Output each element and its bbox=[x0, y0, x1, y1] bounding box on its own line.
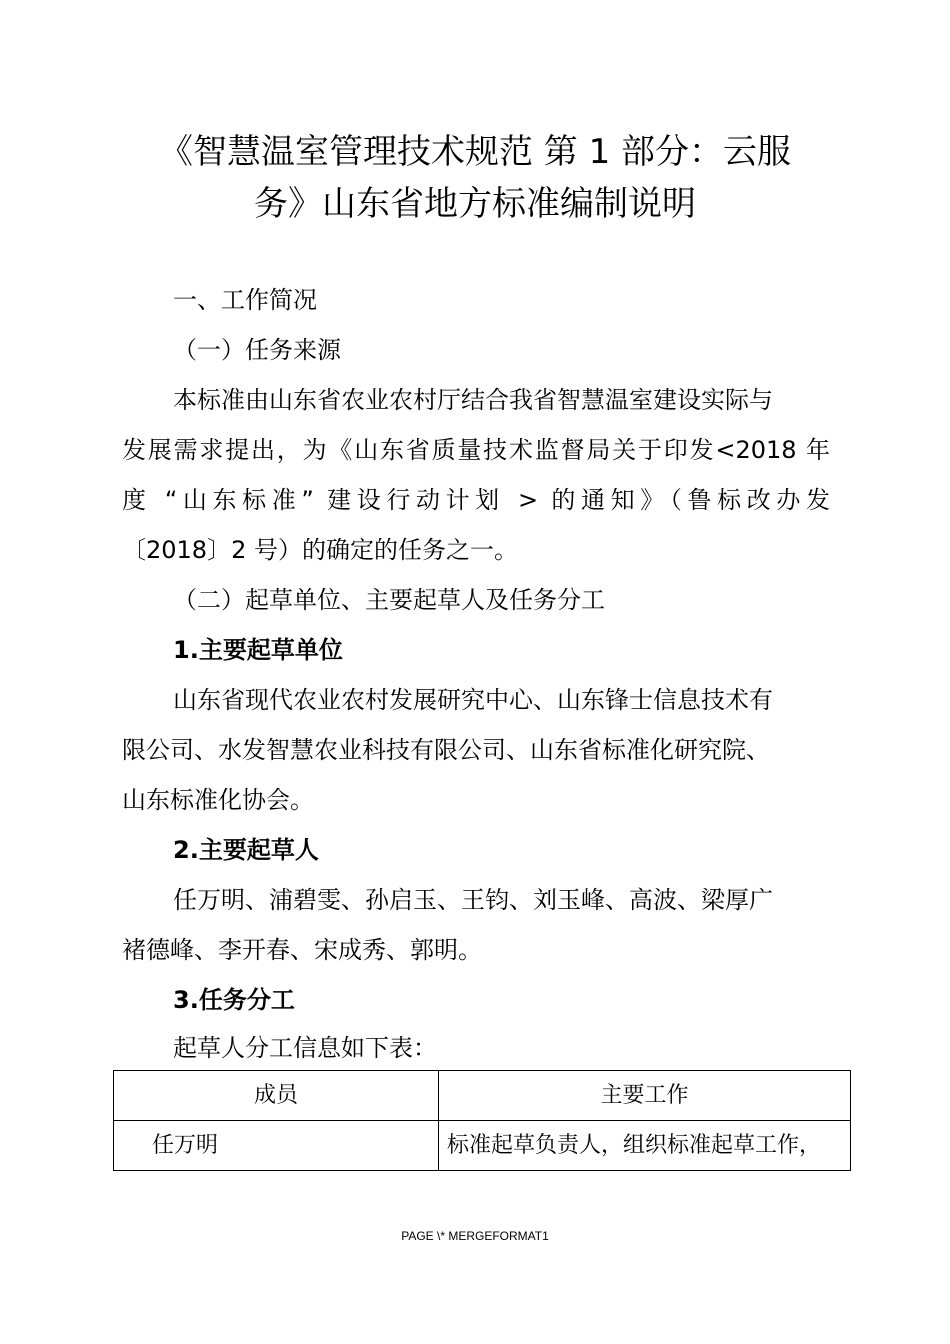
section-heading-work-overview: 一、工作简况 bbox=[173, 286, 317, 314]
drafters-line-2: 褚德峰、李开春、宋成秀、郭明。 bbox=[122, 936, 482, 964]
drafter-task-table bbox=[113, 1070, 851, 1171]
task-division-intro: 起草人分工信息如下表： bbox=[173, 1034, 437, 1062]
task-source-line-2: 发展需求提出，为《山东省质量技术监督局关于印发<2018 年 bbox=[122, 436, 830, 464]
drafters-line-1: 任万明、浦碧雯、孙启玉、王钧、刘玉峰、高波、梁厚广 bbox=[173, 886, 773, 914]
table-header-row bbox=[114, 1071, 851, 1121]
document-title bbox=[0, 126, 950, 230]
heading-task-division: 3.任务分工 bbox=[173, 986, 295, 1014]
units-line-3: 山东标准化协会。 bbox=[122, 786, 314, 814]
task-source-line-3: 度 “山东标准” 建设行动计划 > 的通知》（鲁标改办发 bbox=[122, 486, 830, 514]
page-footer: PAGE \* MERGEFORMAT1 bbox=[401, 1229, 549, 1243]
table-header-member: 成员 bbox=[114, 1071, 439, 1121]
heading-drafters: 2.主要起草人 bbox=[173, 836, 319, 864]
heading-drafting-units: 1.主要起草单位 bbox=[173, 636, 343, 664]
title-line-2: 务》山东省地方标准编制说明 bbox=[254, 184, 696, 224]
task-source-line-4: 〔2018〕2 号）的确定的任务之一。 bbox=[122, 536, 518, 564]
title-line-1: 《智慧温室管理技术规范 第 1 部分：云服 bbox=[158, 132, 792, 172]
subsection-heading-task-source: （一）任务来源 bbox=[173, 336, 341, 364]
table-row bbox=[114, 1121, 851, 1171]
units-line-1: 山东省现代农业农村发展研究中心、山东锋士信息技术有 bbox=[173, 686, 773, 714]
units-line-2: 限公司、水发智慧农业科技有限公司、山东省标准化研究院、 bbox=[122, 736, 770, 764]
table-cell-work: 标准起草负责人，组织标准起草工作， bbox=[439, 1121, 851, 1171]
table-header-main-work: 主要工作 bbox=[439, 1071, 851, 1121]
subsection-heading-drafting: （二）起草单位、主要起草人及任务分工 bbox=[173, 586, 605, 614]
table-cell-member: 任万明 bbox=[114, 1121, 439, 1171]
task-source-line-1: 本标准由山东省农业农村厅结合我省智慧温室建设实际与 bbox=[173, 386, 773, 414]
